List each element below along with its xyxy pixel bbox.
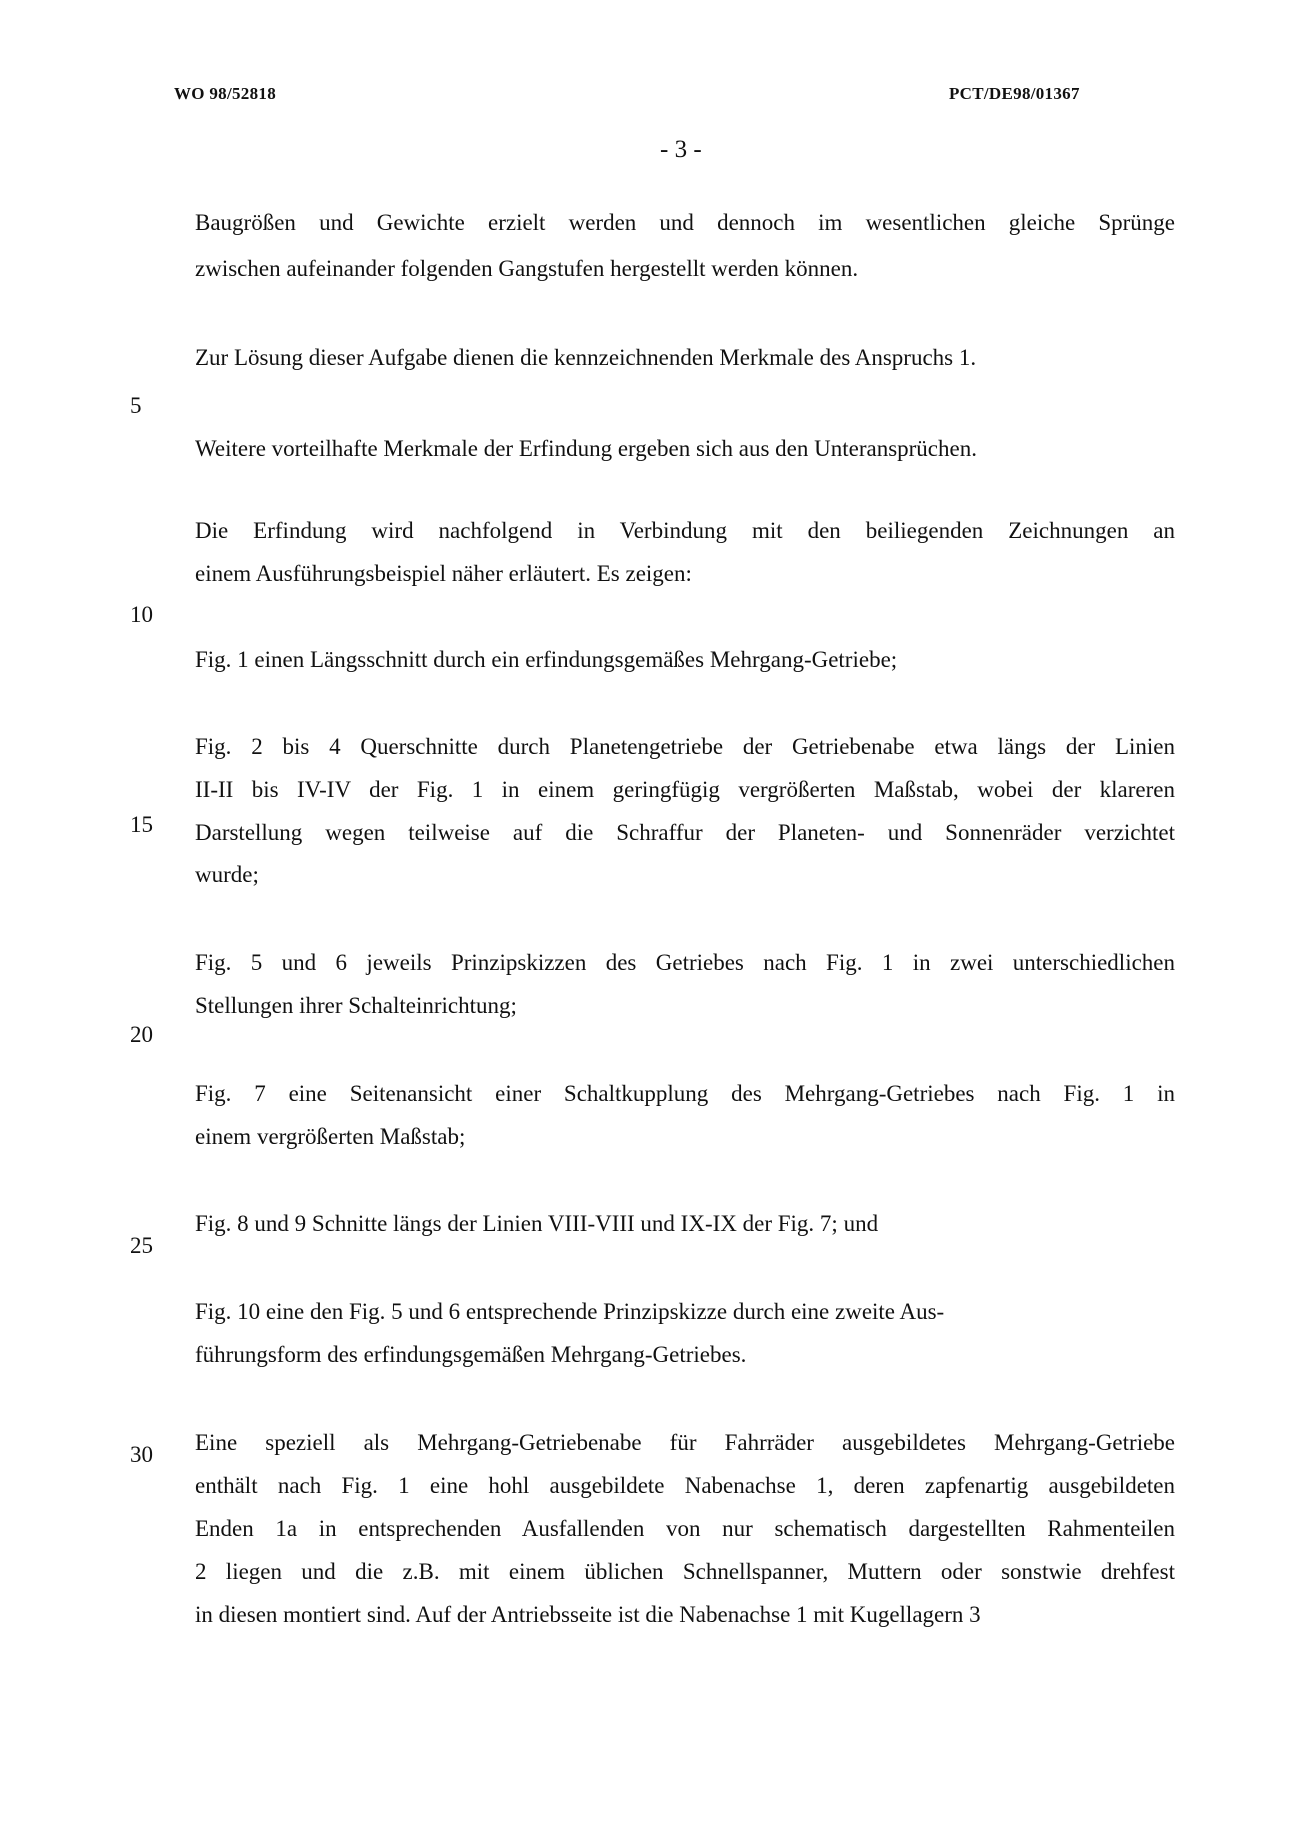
text-line: zwischen aufeinander folgenden Gangstufen hergestellt werden können.: [195, 256, 859, 281]
line-number: 20: [130, 1022, 153, 1047]
line-number: 10: [130, 602, 153, 627]
text-line: Weitere vorteilhafte Merkmale der Erfindung ergeben sich aus den Unteransprüchen.: [195, 436, 977, 461]
text-line: Stellungen ihrer Schalteinrichtung;: [195, 993, 517, 1018]
text-line: II-II bis IV-IV der Fig. 1 in einem geringfügig vergrößerten Maßstab, wobei der klareren: [195, 777, 1175, 802]
text-line: Die Erfindung wird nachfolgend in Verbindung mit den beiliegenden Zeichnungen an: [195, 518, 1175, 543]
figure-description: Fig. 1 einen Längsschnitt durch ein erfindungsgemäßes Mehrgang-Getriebe;: [195, 647, 898, 672]
figure-description: Fig. 10 eine den Fig. 5 und 6 entsprechende Prinzipskizze durch eine zweite Aus-: [195, 1299, 945, 1324]
figure-description: Fig. 2 bis 4 Querschnitte durch Planetengetriebe der Getriebenabe etwa längs der Linien: [195, 734, 1175, 759]
figure-description: Fig. 8 und 9 Schnitte längs der Linien VIII-VIII und IX-IX der Fig. 7; und: [195, 1211, 879, 1236]
text-line: Zur Lösung dieser Aufgabe dienen die kennzeichnenden Merkmale des Anspruchs 1.: [195, 345, 977, 370]
page-number: - 3 -: [660, 136, 702, 163]
text-line: wurde;: [195, 862, 259, 887]
line-number: 15: [130, 812, 153, 837]
publication-number: WO 98/52818: [174, 84, 276, 103]
text-line: Baugrößen und Gewichte erzielt werden und dennoch im wesentlichen gleiche Sprünge: [195, 210, 1175, 235]
text-line: enthält nach Fig. 1 eine hohl ausgebildete Nabenachse 1, deren zapfenartig ausgebildeten: [195, 1473, 1175, 1498]
text-line: in diesen montiert sind. Auf der Antriebsseite ist die Nabenachse 1 mit Kugellagern 3: [195, 1602, 981, 1627]
application-number: PCT/DE98/01367: [949, 84, 1080, 103]
line-number: 25: [130, 1233, 153, 1258]
figure-description: Fig. 5 und 6 jeweils Prinzipskizzen des Getriebes nach Fig. 1 in zwei unterschiedlichen: [195, 950, 1175, 975]
text-line: 2 liegen und die z.B. mit einem üblichen Schnellspanner, Muttern oder sonstwie drehfest: [195, 1559, 1175, 1584]
text-line: Darstellung wegen teilweise auf die Schraffur der Planeten- und Sonnenräder verzichtet: [195, 820, 1175, 845]
text-line: Eine speziell als Mehrgang-Getriebenabe für Fahrräder ausgebildetes Mehrgang-Getriebe: [195, 1430, 1175, 1455]
figure-description: Fig. 7 eine Seitenansicht einer Schaltkupplung des Mehrgang-Getriebes nach Fig. 1 in: [195, 1081, 1175, 1106]
text-line: einem Ausführungsbeispiel näher erläutert. Es zeigen:: [195, 561, 692, 586]
line-number: 5: [130, 393, 142, 418]
line-number: 30: [130, 1442, 153, 1467]
text-line: Enden 1a in entsprechenden Ausfallenden von nur schematisch dargestellten Rahmenteilen: [195, 1516, 1175, 1541]
text-line: einem vergrößerten Maßstab;: [195, 1124, 466, 1149]
text-line: führungsform des erfindungsgemäßen Mehrgang-Getriebes.: [195, 1342, 747, 1367]
